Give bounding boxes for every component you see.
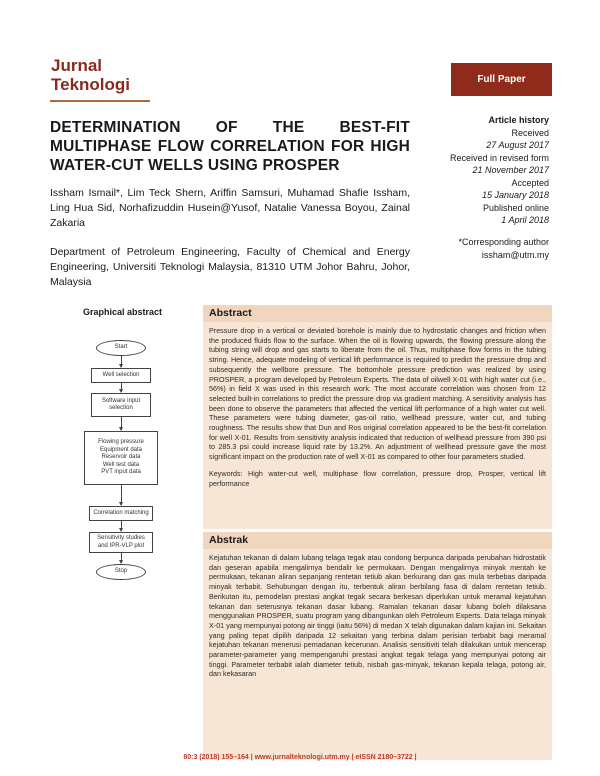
journal-underline (50, 100, 150, 102)
flow-data-line: Well test data (102, 461, 140, 468)
paper-title: DETERMINATION OF THE BEST-FIT MULTIPHASE FLOW CORRELATION FOR HIGH WATER-CUT WELLS USING PROSPER (50, 119, 410, 174)
corresponding-label: *Corresponding author (458, 237, 549, 247)
journal-name-line2: Teknologi (51, 75, 131, 94)
abstrak-heading: Abstrak (203, 532, 552, 549)
abstract-body: Pressure drop in a vertical or deviated borehole is mainly due to hydrostatic changes and friction when the produced fluids flow to the surface. When the oil is flowing upwards, the flowing pressure along the tubing string will drop and gas starts to liberate from the oil. Thus, multiphase flow forms in the tubing string. Hence, adequate modeling of vertical lift performance is required to predict the pressure drop and subsequently the wellbore pressure. The bottomhole pressure prediction was realized by using PROSPER, a program developed by Petroleum Experts. The data of oilwell X-01 with high water cut (i.e., 56%) in field X was used in this research work. The most accurate correlation was chosen from 12 selected built-in correlations to predict the pressure drop via gradient matching. A sensitivity analysis has been done to observe the parameters that affected the vertical lift performance of a high water cut well. These parameters were tubing diameter, gas-oil ratio, wellhead pressure, water cut, and tubing roughness. The results show that Dun and Ros original correlation appeared to be the best-fit correlation for well X-01. Results from sensitivity analysis indicated that reduction of wellhead pressure from 390 psi to 285.3 psi could increase liquid rate by 13.2%. An adjustment of wellhead pressure gave the most significant impact on the production rate of well X-01 as compared to other four parameters studied. (209, 326, 546, 462)
received-label: Received (511, 127, 549, 138)
keywords: Keywords: High water-cut well, multiphase flow correlation, pressure drop, Prosper, vertical lift performance (209, 468, 546, 488)
flow-arrow (121, 356, 122, 367)
corresponding-email[interactable]: issham@utm.my (481, 249, 549, 260)
abstrak-panel (203, 532, 552, 760)
abstract-heading: Abstract (203, 305, 552, 322)
received-date: 27 August 2017 (486, 140, 549, 150)
graphical-abstract-title: Graphical abstract (82, 307, 163, 317)
affiliation: Department of Petroleum Engineering, Faculty of Chemical and Energy Engineering, Universiti Teknologi Malaysia, 81310 UTM Johor Bahru, Johor, Malaysia (50, 246, 410, 288)
history-heading: Article history (488, 115, 549, 125)
journal-name-line1: Jurnal (51, 56, 103, 75)
footer: 80:3 (2018) 155–164 | www.jurnalteknologi.utm.my | eISSN 2180–3722 | (183, 754, 417, 761)
accepted-label: Accepted (511, 177, 549, 188)
article-history (399, 114, 549, 227)
corresponding-author (389, 236, 549, 261)
flow-stop: Stop (96, 564, 146, 580)
flow-arrow (121, 521, 122, 531)
flow-arrow (121, 417, 122, 430)
revised-label: Received in revised form (449, 152, 549, 163)
flow-arrow (121, 485, 122, 505)
flow-well-selection: Well selection (91, 368, 151, 383)
abstract-body-wrap (203, 322, 552, 492)
abstrak-body: Kejatuhan tekanan di dalam lubang telaga tegak atau condong berpunca daripada perubahan hidrostatik dan geseran apabila mengalirnya bendalir ke permukaan. Dengan mengalirnya minyak mentah ke permukaan, tekanan aliran sepanjang rentetan tetiub akan berkurang dan gas mula terbebas daripada minyak terbabit. Sehubungan dengan itu, terbentuk aliran berbilang fasa di dalam rentetan tetiub. Berikutan itu, pemodelan prestasi angkat tegak secara berkesan diperlukan untuk meramal kejatuhan tekanan dan seterusnya tekanan dasar lubang. Ramalan tekanan dasar lubang boleh dilaksana menggunakan PROSPER, suatu program yang dibangunkan oleh Petroleum Experts. Data telaga minyak X-01 yang mempunyai potong air tinggi (iaitu 56%) di medan X telah digunakan dalam kajian ini. Sekaitan yang paling tepat dipilih daripada 12 sekaitan yang terbina dalam perisian terbabit bagi meramal kejatuhan tekanan menerusi pemadanan kecerunan. Analisis sensitiviti telah dilakukan untuk mencerap parameter-parameter yang mempengaruhi prestasi angkat tegak telaga yang mempunyai potong air tinggi. Parameter terbabit ialah diameter tetiub, nisbah gas-minyak, tekanan kepala telaga, potong air, dan kekasaran (209, 553, 546, 679)
revised-date: 21 November 2017 (472, 165, 549, 175)
flowchart (78, 330, 188, 585)
flow-software-input: Software input selection (91, 393, 151, 417)
published-date: 1 April 2018 (501, 215, 549, 225)
flow-data-inputs (84, 431, 158, 485)
flow-correlation-matching: Correlation matching (89, 506, 153, 521)
flow-sensitivity-line: Sensitivity studies (97, 535, 145, 541)
flow-sensitivity-studies (89, 532, 153, 553)
flow-data-line: Reservoir data (101, 454, 141, 461)
author-list: Issham Ismail*, Lim Teck Shern, Ariffin Samsuri, Muhamad Shafie Issham, Ling Hua Sid, Norhafizuddin Husein@Yusof, Natalie Vanessa Boyou, Zainal Zakaria (50, 187, 410, 229)
flow-arrow (121, 553, 122, 563)
flow-sensitivity-line: and IPR-VLP plot (97, 542, 145, 549)
full-paper-badge: Full Paper (451, 63, 552, 96)
flow-arrow (121, 383, 122, 392)
journal-name (51, 56, 130, 94)
flow-start: Start (96, 340, 146, 356)
abstract-panel (203, 305, 552, 529)
flow-data-line: Flowing pressure (98, 439, 144, 446)
flow-data-line: PVT input data (101, 469, 141, 476)
published-label: Published online (482, 202, 549, 213)
accepted-date: 15 January 2018 (481, 190, 549, 200)
flow-data-line: Equipment data (99, 446, 143, 453)
